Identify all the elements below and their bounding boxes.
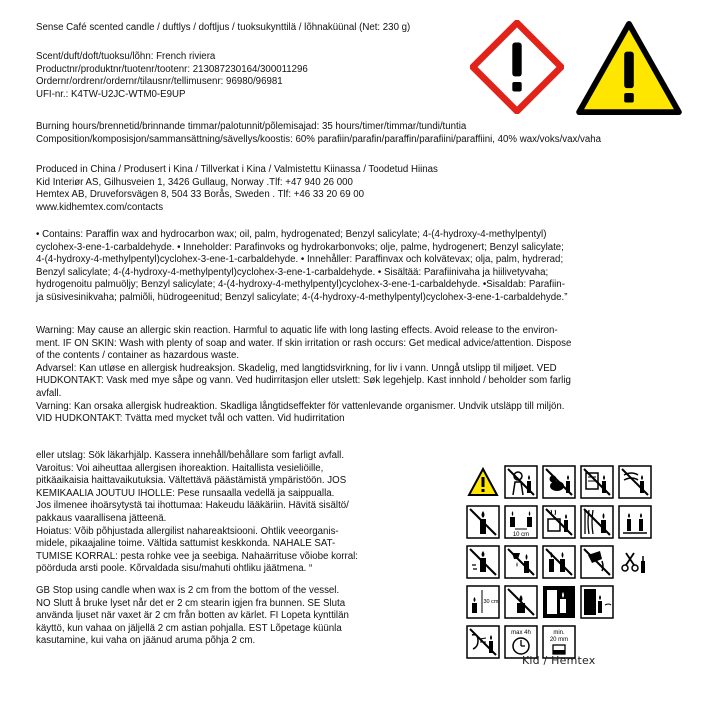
warning-line: pakkaus vaarallisena jätteenä.: [36, 512, 167, 524]
distance-10cm-icon: [504, 505, 538, 539]
usage-line: GB Stop using candle when wax is 2 cm from the bottom of the vessel.: [36, 585, 340, 596]
safety-pictograms: [466, 465, 652, 659]
no-pets-icon: [542, 465, 576, 499]
contents-line: hydrogenoitu palmuöljy; Benzyl salicylate; 4-(4-hydroxy-4-methylpentyl)cyclohex-3-ene-1-carbaldehyde. •Sisaldab: Parafiin-: [36, 279, 565, 291]
warning-triangle-icon: [575, 20, 683, 116]
scent-line: Scent/duft/doft/tuoksu/lõhn: French riviera: [36, 51, 216, 62]
warning-line: Varning: Kan orsaka allergisk hudreaktion. Skadliga långtidseffekter för vattenlevande organismer. Undvik utsläpp till miljön.: [36, 400, 565, 412]
warning-line: pitkäaikaisia haittavaikutuksia. Vältettävä päästämistä ympäristöön. JOS: [36, 475, 347, 487]
product-number-line: Productnr/produktnr/tuotenr/tootenr: 213087230164/300011296: [36, 63, 308, 75]
brand-logo: Kid / Hemtex: [522, 654, 596, 667]
no-moving-lit-candle-icon: [466, 545, 500, 579]
composition-line: Composition/komposisjon/sammansättning/sävellys/koostis: 60% parafiin/parafin/paraffin/parafiini/paraffiini, 40% wax/voks/vax/vaha: [36, 133, 602, 145]
no-burn-down-icon: [504, 585, 538, 619]
no-draft-icon: [618, 465, 652, 499]
warning-line: TUMISE KORRAL: pesta rohke vee ja seebiga. Nahaärrituse võiobe korral:: [36, 550, 358, 562]
burning-composition-block: [36, 121, 698, 146]
usage-line: käyttö, kun vahaa on jäljellä 2 cm astian pohjalla. EST Lõpetage küünla: [36, 622, 342, 634]
no-children-icon: [504, 465, 538, 499]
warning-line: Varoitus: Voi aiheuttaa allergisen ihoreaktion. Haitallista vesieliöille,: [36, 462, 324, 474]
min-wax-label: min.: [553, 630, 565, 636]
usage-line: NO Slutt å bruke lyset når det er 2 cm stearin igjen fra bunnen. SE Sluta: [36, 597, 346, 609]
warning-line: KEMIKAALIA JOUTUU IHOLLE: Pese runsaalla vedellä ja saippualla.: [36, 487, 335, 499]
ventilate-room-icon: [580, 585, 614, 619]
usage-block: [36, 585, 444, 648]
warning-line: Advarsel: Kan utløse en allergisk hudreaksjon. Skadelig, med langtidsvirkning, for liv i vann. Unngå utslipp til miljøet. VED: [36, 362, 557, 374]
snuff-out-icon: [542, 585, 576, 619]
contents-line: Benzyl salicylate; 4-(4-hydroxy-4-methylpentyl)cyclohex-3-ene-1-carbaldehyde. • Sisältää: Parafiinivaha ja hiilivetyvaha;: [36, 266, 549, 278]
burning-hours-line: Burning hours/brennetid/brinnande timmar/palotunnit/põlemisajad: 35 hours/timer/timmar/tundi/tuntia: [36, 121, 467, 132]
warning-line: avfall.: [36, 387, 62, 399]
min-wax-value: 20 mm: [549, 637, 569, 643]
candle-on-holder-icon: [618, 505, 652, 539]
distance-30cm-icon: [466, 585, 500, 619]
identification-block: [36, 51, 444, 101]
usage-line: kasutamine, kui vaha on jäänud aruma põhja 2 cm.: [36, 635, 256, 647]
read-warning-icon: [466, 465, 500, 499]
blank-slot: [618, 585, 652, 619]
no-blowing-candle-icon: [466, 625, 500, 659]
warning-line: of the contents / container as hazardous waste.: [36, 350, 240, 362]
hemtex-address-line: Hemtex AB, Druveforsvägen 8, 504 33 Borås, Sweden . Tlf: +46 33 20 69 00: [36, 189, 365, 201]
title-text: Sense Café scented candle / duftlys / doftljus / tuoksukynttilä / lõhnaküünal (Net: 230 g): [36, 22, 411, 33]
ghs-exclamation-icon: [470, 20, 564, 114]
no-pouring-wax-icon: [580, 545, 614, 579]
website-line: www.kidhemtex.com/contacts: [36, 201, 164, 213]
origin-line: Produced in China / Produsert i Kina / Tillverkat i Kina / Valmistettu Kiinassa / Toodetud Hiinas: [36, 164, 438, 175]
warnings-block-continued: [36, 450, 444, 576]
contents-line: cyclohex-3-ene-1-carbaldehyde. • Inneholder: Parafinvoks og hydrokarbonvoks; olje, palme, hydrogenert; Benzyl salicylate;: [36, 241, 564, 253]
ufi-line: UFI-nr.: K4TW-U2JC-WTM0-E9UP: [36, 88, 186, 100]
warning-line: pöörduda arsti poole. Kõrvaldada sisu/mahuti ohtliku jäätmena. “: [36, 563, 313, 575]
warning-line: eller utslag: Sök läkarhjälp. Kassera innehåll/behållare som farligt avfall.: [36, 450, 345, 461]
distance-label: 10 cm: [512, 532, 530, 538]
warning-line: HUDKONTAKT: Vask med mye såpe og vann. Ved hudirritasjon eller utslett: Søk legehjelp. Kast innhold / beholder som farlig: [36, 375, 571, 387]
contents-line: • Contains: Paraffin wax and hydrocarbon wax; oil, palm, hydrogenated; Benzyl salicylate; 4-(4-hydroxy-4-methylpentyl): [36, 229, 547, 240]
warnings-block: [36, 325, 698, 426]
contents-line: 4-(4-hydroxy-4-methylpentyl)cyclohex-3-ene-1-carbaldehyde. • Innehåller: Paraffinvax och kolvätevax; olja, palm, hydrerad;: [36, 254, 564, 266]
no-unattended-candle-icon: [466, 505, 500, 539]
no-curtains-icon: [580, 505, 614, 539]
kid-address-line: Kid Interiør AS, Gilhusveien 1, 3426 Gullaug, Norway .Tlf: +47 940 26 000: [36, 176, 353, 188]
warning-line: VID HUDKONTAKT: Tvätta med mycket tvål och vatten. Vid hudirritation: [36, 413, 345, 425]
no-heat-source-icon: [542, 505, 576, 539]
warning-line: midele, pikaajaline toime. Vältida sattumist keskkonda. NAHALE SAT-: [36, 538, 336, 550]
no-water-extinguish-icon: [504, 545, 538, 579]
warning-line: Jos ilmenee ihoärsytystä tai ihottumaa: Hakeudu lääkäriin. Hävitä sisältö/: [36, 500, 349, 512]
max-burn-label: max 4h: [511, 630, 531, 636]
usage-line: använda ljuset när vaxet är 2 cm från botten av kärlet. FI Lopeta kynttilän: [36, 610, 349, 622]
order-number-line: Ordernr/ordrenr/ordernr/tilausnr/tellimusenr: 96980/96981: [36, 76, 283, 88]
warning-line: ment. IF ON SKIN: Wash with plenty of soap and water. If skin irritation or rash occurs: Get medical advice/attention. Dispose: [36, 337, 572, 349]
manufacturer-block: [36, 164, 698, 214]
contents-line: ja süsivesinikvaha; palmiõli, hüdrogeenitud; Benzyl salicylate; 4-(4-hydroxy-4-methylpentyl)cyclohex-3-ene-1-carbaldehyde.”: [36, 291, 568, 303]
no-lighting-near-items-icon: [542, 545, 576, 579]
height-label: 30 cm: [483, 599, 499, 605]
warning-line: Hoiatus: Võib põhjustada allergilist nahareaktsiooni. Ohtlik veeorganis-: [36, 525, 339, 537]
no-flammable-nearby-icon: [580, 465, 614, 499]
trim-wick-icon: [618, 545, 652, 579]
contents-block: [36, 229, 696, 305]
warning-line: Warning: May cause an allergic skin reaction. Harmful to aquatic life with long lasting effects. Avoid release to the environ-: [36, 325, 558, 336]
